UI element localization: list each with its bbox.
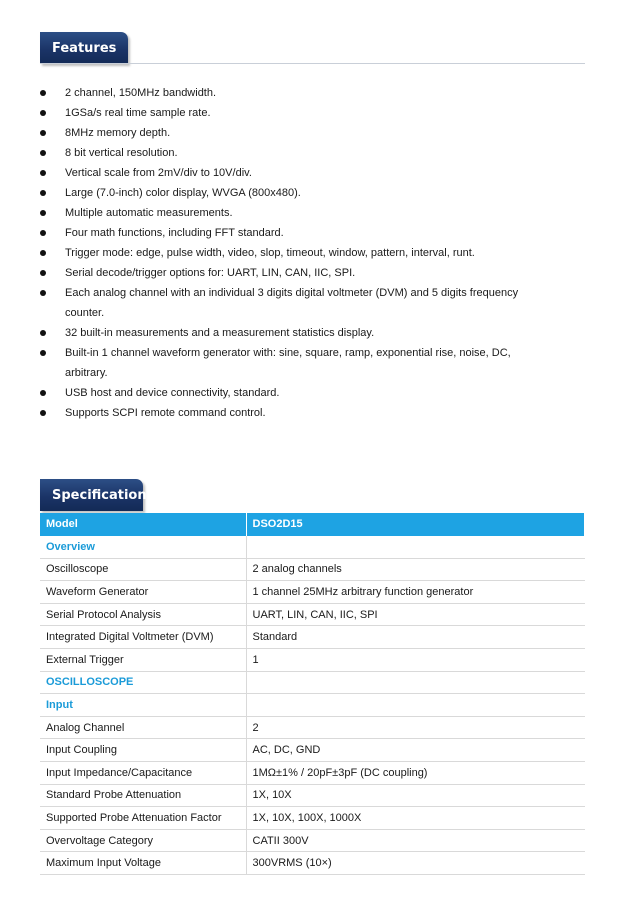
bullet-icon: [40, 130, 46, 136]
bullet-icon: [40, 110, 46, 116]
table-row: [40, 829, 585, 852]
row-value: 2: [246, 716, 585, 739]
bullet-icon: [40, 150, 46, 156]
table-row: [40, 739, 585, 762]
feature-text: counter.: [65, 307, 105, 319]
row-value: [246, 671, 585, 694]
table-row: [40, 603, 585, 626]
table-row: [40, 558, 585, 581]
section-row: [40, 694, 585, 717]
features-heading: [40, 32, 128, 64]
row-value: 1X, 10X, 100X, 1000X: [246, 807, 585, 830]
feature-text: 8 bit vertical resolution.: [65, 147, 178, 159]
row-label: Overvoltage Category: [40, 829, 246, 852]
feature-item: [40, 243, 585, 263]
row-value: 1: [246, 649, 585, 672]
features-heading-text: Features: [52, 40, 117, 56]
specification-heading-text: Specification: [52, 487, 147, 503]
specification-heading: [40, 479, 147, 511]
header-value: DSO2D15: [246, 513, 585, 536]
feature-text: USB host and device connectivity, standard.: [65, 387, 280, 399]
row-value: CATII 300V: [246, 829, 585, 852]
feature-text: Vertical scale from 2mV/div to 10V/div.: [65, 167, 252, 179]
table-header-row: [40, 513, 585, 536]
features-divider: [40, 63, 585, 64]
bullet-icon: [40, 250, 46, 256]
bullet-icon: [40, 410, 46, 416]
table-row: [40, 762, 585, 785]
row-value: [246, 694, 585, 717]
feature-text: 1GSa/s real time sample rate.: [65, 107, 211, 119]
table-row: [40, 649, 585, 672]
feature-text: Built-in 1 channel waveform generator with: sine, square, ramp, exponential rise, noise, DC,: [65, 347, 511, 359]
bullet-icon: [40, 90, 46, 96]
feature-text: 8MHz memory depth.: [65, 127, 171, 139]
row-value: UART, LIN, CAN, IIC, SPI: [246, 603, 585, 626]
feature-item: [40, 283, 585, 323]
feature-text: 2 channel, 150MHz bandwidth.: [65, 87, 217, 99]
feature-item: [40, 143, 585, 163]
table-row: [40, 784, 585, 807]
row-value: 1 channel 25MHz arbitrary function generator: [246, 581, 585, 604]
bullet-icon: [40, 290, 46, 296]
feature-item: [40, 343, 585, 383]
row-label: Oscilloscope: [40, 558, 246, 581]
feature-item: [40, 183, 585, 203]
feature-text: Each analog channel with an individual 3 digits digital voltmeter (DVM) and 5 digits frequency: [65, 287, 519, 299]
row-value: Standard: [246, 626, 585, 649]
row-label: Serial Protocol Analysis: [40, 603, 246, 626]
feature-item: [40, 83, 585, 103]
feature-item: [40, 403, 585, 423]
row-value: 1X, 10X: [246, 784, 585, 807]
feature-item: [40, 223, 585, 243]
row-value: 300VRMS (10×): [246, 852, 585, 875]
feature-text: Supports SCPI remote command control.: [65, 407, 266, 419]
table-row: [40, 581, 585, 604]
bullet-icon: [40, 270, 46, 276]
row-value: [246, 536, 585, 559]
row-label: Input: [40, 694, 246, 717]
row-value: 1MΩ±1% / 20pF±3pF (DC coupling): [246, 762, 585, 785]
feature-item: [40, 163, 585, 183]
row-label: OSCILLOSCOPE: [40, 671, 246, 694]
feature-text: Four math functions, including FFT standard.: [65, 227, 284, 239]
row-label: Maximum Input Voltage: [40, 852, 246, 875]
row-label: Input Coupling: [40, 739, 246, 762]
feature-item: [40, 323, 585, 343]
bullet-icon: [40, 210, 46, 216]
feature-text: Multiple automatic measurements.: [65, 207, 233, 219]
bullet-icon: [40, 330, 46, 336]
table-row: [40, 716, 585, 739]
feature-item: [40, 263, 585, 283]
feature-text: Trigger mode: edge, pulse width, video, slop, timeout, window, pattern, interval, runt.: [65, 247, 475, 259]
feature-item: [40, 203, 585, 223]
row-label: Supported Probe Attenuation Factor: [40, 807, 246, 830]
features-list: [40, 83, 585, 423]
row-value: AC, DC, GND: [246, 739, 585, 762]
row-label: External Trigger: [40, 649, 246, 672]
specification-table: [40, 513, 585, 875]
feature-text: Large (7.0-inch) color display, WVGA (800x480).: [65, 187, 301, 199]
bullet-icon: [40, 170, 46, 176]
bullet-icon: [40, 230, 46, 236]
feature-text: arbitrary.: [65, 367, 108, 379]
table-row: [40, 852, 585, 875]
feature-item: [40, 123, 585, 143]
row-label: Waveform Generator: [40, 581, 246, 604]
feature-text: 32 built-in measurements and a measurement statistics display.: [65, 327, 375, 339]
row-label: Integrated Digital Voltmeter (DVM): [40, 626, 246, 649]
row-label: Analog Channel: [40, 716, 246, 739]
feature-item: [40, 383, 585, 403]
row-label: Standard Probe Attenuation: [40, 784, 246, 807]
section-row: [40, 671, 585, 694]
bullet-icon: [40, 390, 46, 396]
feature-text: Serial decode/trigger options for: UART, LIN, CAN, IIC, SPI.: [65, 267, 356, 279]
bullet-icon: [40, 350, 46, 356]
row-value: 2 analog channels: [246, 558, 585, 581]
bullet-icon: [40, 190, 46, 196]
table-row: [40, 807, 585, 830]
section-row: [40, 536, 585, 559]
feature-item: [40, 103, 585, 123]
table-row: [40, 626, 585, 649]
header-label: Model: [40, 513, 246, 536]
row-label: Input Impedance/Capacitance: [40, 762, 246, 785]
row-label: Overview: [40, 536, 246, 559]
